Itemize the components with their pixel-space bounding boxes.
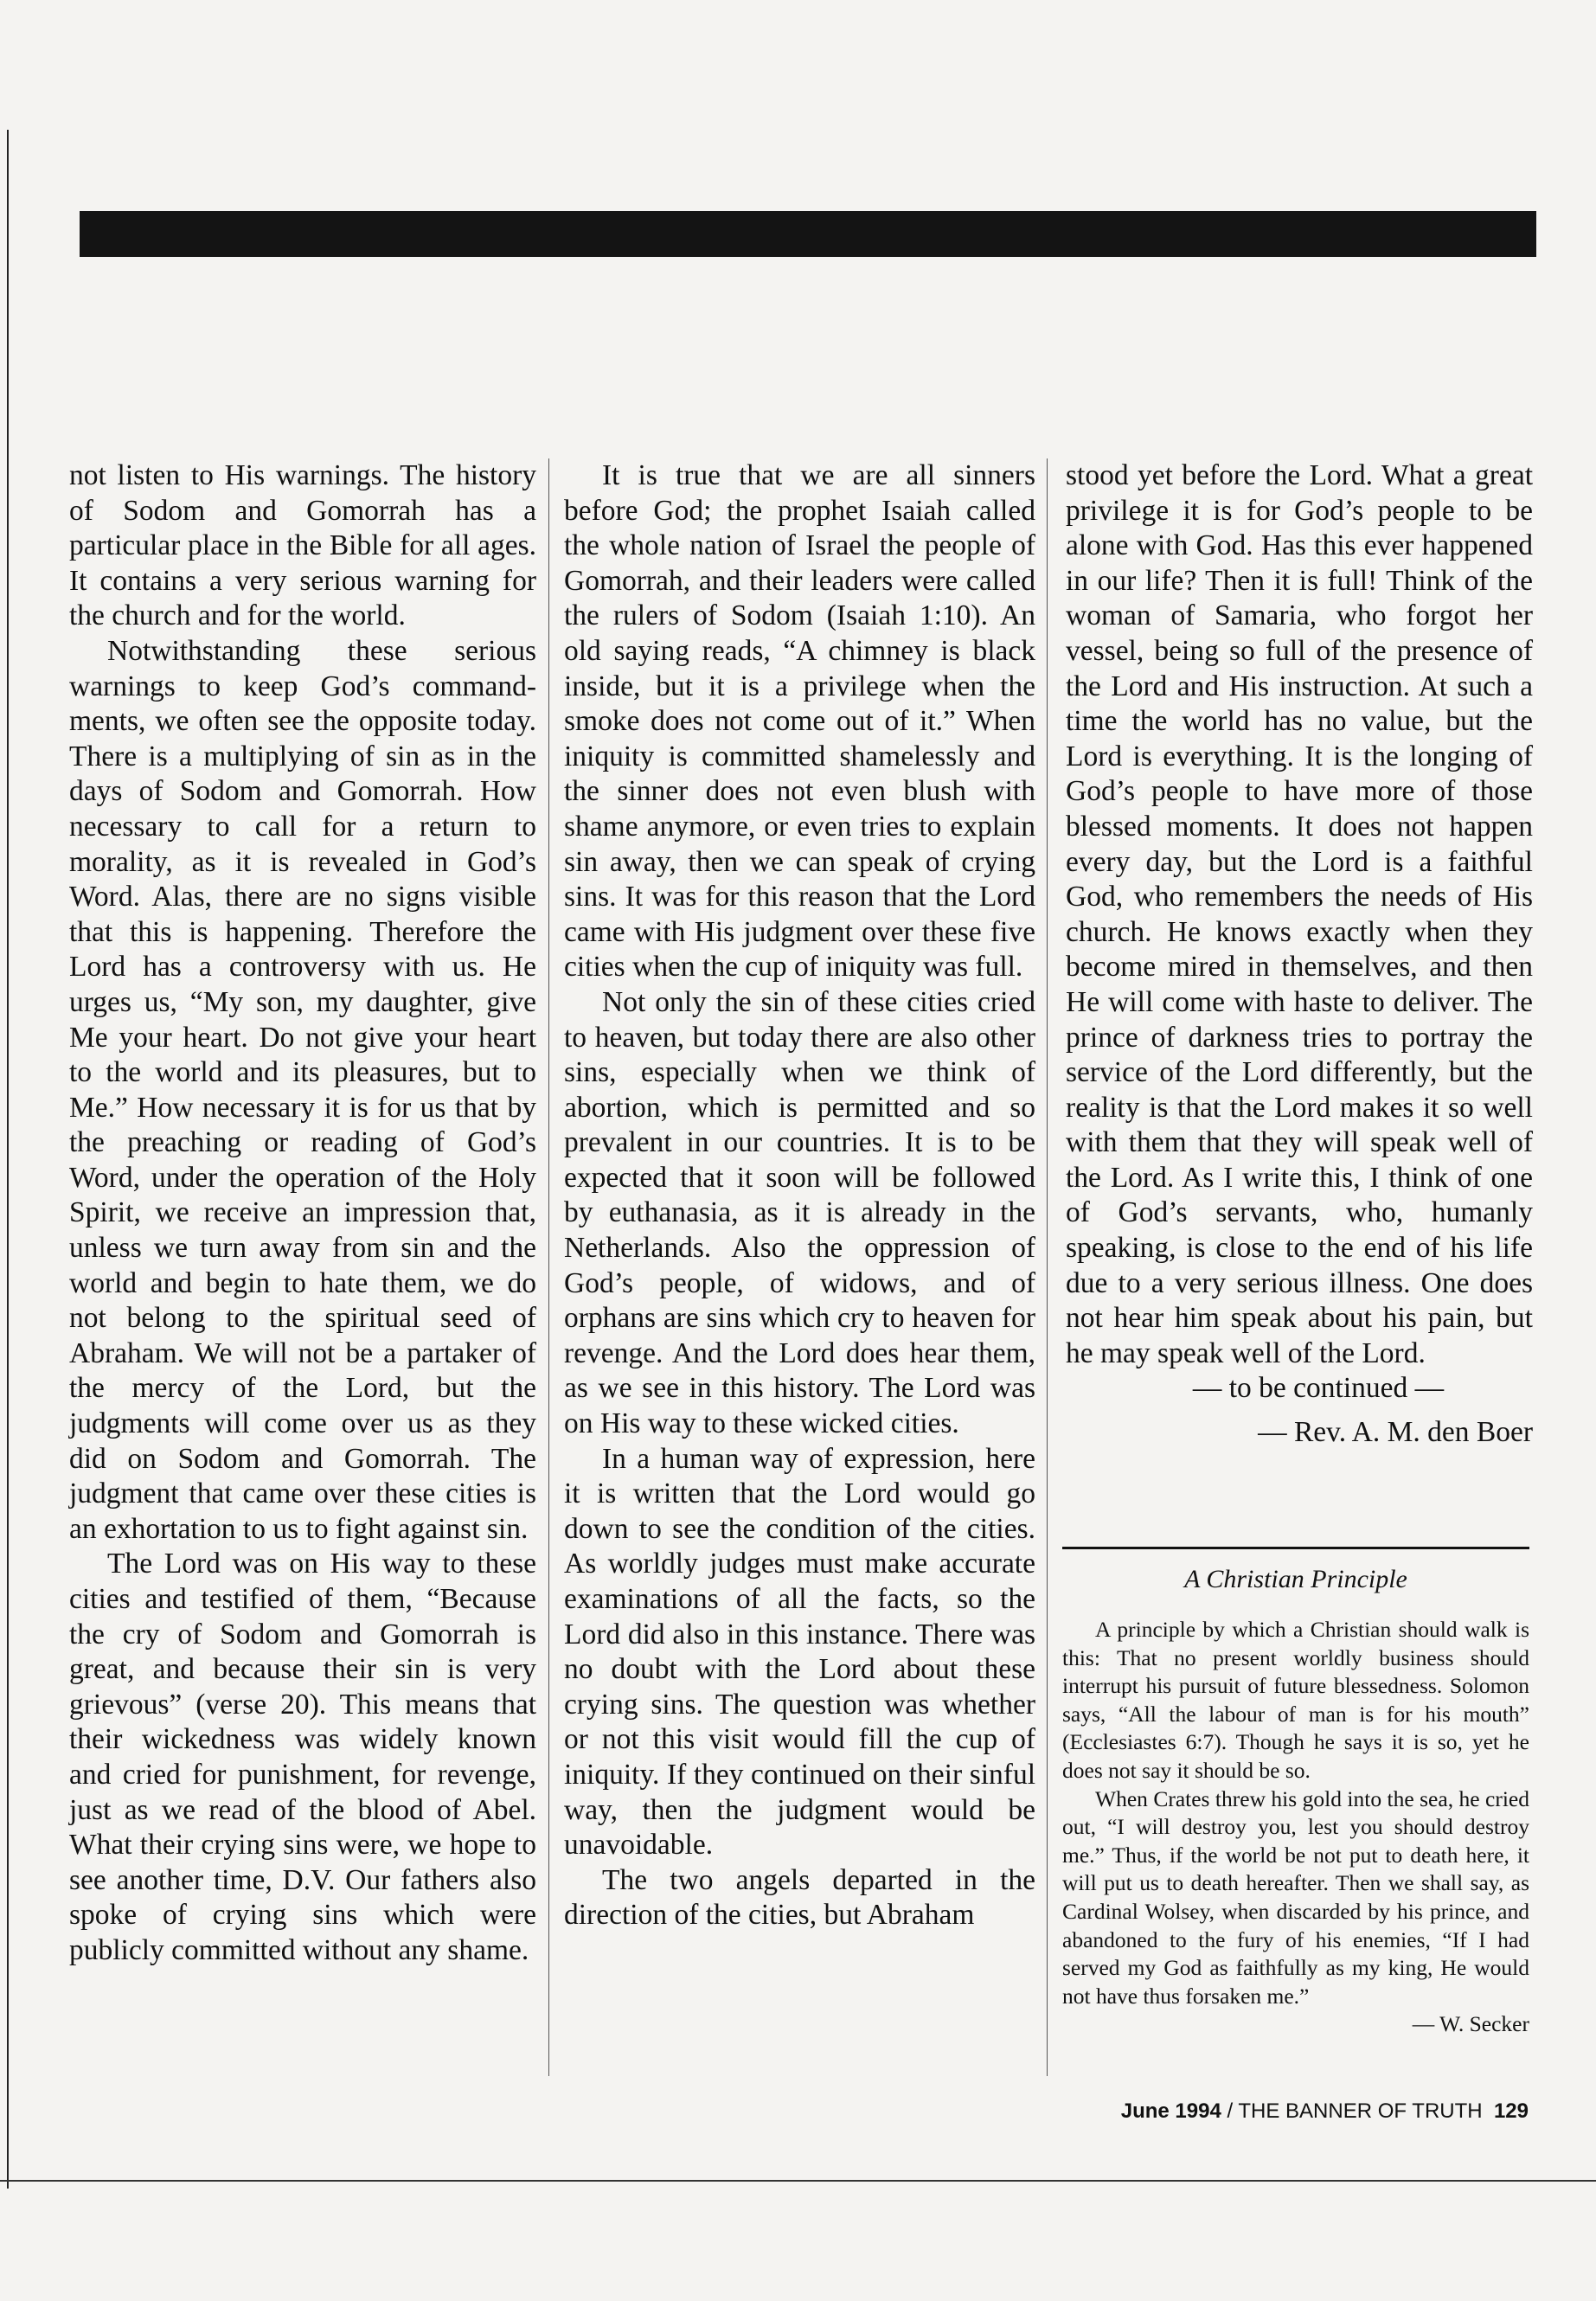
article-column-3 bbox=[1066, 458, 1533, 1451]
sidebar-rule bbox=[1062, 1547, 1529, 1549]
paragraph: The Lord was on His way to these cities and testified of them, “Because the cry of Sodom and Gomorrah is great, and because their sin is very grievous” (verse 20). This means that their wickedness was widely known and cried for punishment, for revenge, just as we read of the blood of Abel. What their crying sins were, we hope to see another time, D.V. Our fathers also spoke of crying sins which were publicly committed without any shame. bbox=[69, 1548, 536, 1966]
page-number: 129 bbox=[1493, 2099, 1529, 2123]
column-divider bbox=[548, 458, 549, 2076]
footer-separator: / bbox=[1221, 2099, 1239, 2123]
sidebar-paragraph: A principle by which a Christian should walk is this: That no present worldly business should interrupt his pursuit of future blessedness. Solomon says, “All the labour of man is for his mouth” (Ecclesiastes 6:7). Though he says it is so, yet he does not say it should be so. bbox=[1062, 1617, 1529, 1783]
paragraph: The two angels departed in the direction of the cities, but Abraham bbox=[564, 1863, 1035, 1932]
paragraph: Not only the sin of these cities cried to heaven, but today there are also other sins, especially when we think of abortion, which is permitted and so prevalent in our countries. It is to be expected that it soon will be followed by euthanasia, as it is already in the Netherlands. Also the oppression of God’s people, of widows, and of orphans are sins which cry to heaven for revenge. And the Lord does hear them, as we see in this history. The Lord was on His way to these wicked cities. bbox=[564, 985, 1035, 1440]
column-divider bbox=[1047, 458, 1048, 2076]
paragraph: stood yet before the Lord. What a great privilege it is for God’s people to be alone with God. Has this ever happened in our life? Then it is full! Think of the woman of Samaria, who forgot her vessel, being so full of the presence of the Lord and His instruction. At such a time the world has no value, but the Lord is everything. It is the longing of God’s people to have more of those blessed moments. It does not happen every day, but the Lord is a faithful God, who remembers the needs of His church. He knows exactly when they become mired in themselves, and then He will come with haste to deliver. The prince of darkness tries to portray the service of the Lord differently, but the reality is that the Lord makes it so well with them that they will speak well of the Lord. As I write this, I think of one of God’s servants, who, humanly speaking, is close to the end of his life due to a very serious illness. One does not hear him speak about his pain, but he may speak well of the Lord. bbox=[1066, 459, 1533, 1369]
footer-publication: THE BANNER OF TRUTH bbox=[1238, 2099, 1483, 2123]
page-edge-bottom bbox=[0, 2180, 1596, 2182]
article-column-1 bbox=[69, 458, 536, 1969]
article-byline: — Rev. A. M. den Boer bbox=[1258, 1416, 1533, 1449]
continued-note: — to be continued — bbox=[1192, 1372, 1445, 1405]
sidebar-body bbox=[1062, 1616, 1529, 2039]
paragraph: Notwithstanding these serious warnings to keep God’s commandments, we often see the opposite today. There is a multiplying of sin as in the days of Sodom and Gomorrah. How necessary to call for a return to morality, as it is revealed in God’s Word. Alas, there are no signs visible that this is happening. Therefore the Lord has a controversy with us. He urges us, “My son, my daughter, give Me your heart. Do not give your heart to the world and its pleasures, but to Me.” How necessary it is for us that by the preaching or reading of God’s Word, under the operation of the Holy Spirit, we receive an impression that, unless we turn away from sin and the world and begin to hate them, we do not belong to the spiritual seed of Abraham. We will not be a partaker of the mercy of the Lord, but the judgments will come over us as they did on Sodom and Gomorrah. The judgment that came over these cities is an exhortation to us to fight against sin. bbox=[69, 634, 536, 1545]
paragraph: not listen to His warnings. The history of Sodom and Gomorrah has a particular place in the Bible for all ages. It contains a very serious warning for the church and for the world. bbox=[69, 459, 536, 632]
header-bar bbox=[80, 211, 1536, 257]
sidebar-title: A Christian Principle bbox=[1184, 1565, 1407, 1593]
paragraph: In a human way of expression, here it is written that the Lord would go down to see the condition of the cities. As worldly judges must make accurate examinations of all the facts, so the Lord did also in this instance. There was no doubt with the Lord about these crying sins. The question was whether or not this visit would fill the cup of iniquity. If they continued on their sinful way, then the judgment would be unavoidable. bbox=[564, 1442, 1035, 1862]
paragraph: It is true that we are all sinners before God; the prophet Isaiah called the whole nation of Israel the people of Gomorrah, and their leaders were called the rulers of Sodom (Isaiah 1:10). An old saying reads, “A chimney is black inside, but it is a privilege when the smoke does not come out of it.” When iniquity is committed shamelessly and the sinner does not even blush with shame anymore, or even tries to explain sin away, then we can speak of crying sins. It was for this reason that the Lord came with His judgment over these five cities when the cup of iniquity was full. bbox=[564, 459, 1035, 984]
page-footer bbox=[1121, 2099, 1529, 2125]
page-edge-left bbox=[7, 130, 9, 2189]
sidebar-paragraph: When Crates threw his gold into the sea, he cried out, “I will destroy you, lest you should destroy me.” Thus, if the world be not put to death here, it will put us to death hereafter. Then we shall say, as Cardinal Wolsey, when discarded by his prince, and abandoned to the fury of his enemies, “If I had served my God as faithfully as my king, He would not have thus forsaken me.” bbox=[1062, 1785, 1529, 2009]
sidebar-author: — W. Secker bbox=[1412, 2011, 1529, 2037]
footer-date: June 1994 bbox=[1120, 2099, 1221, 2123]
article-column-2 bbox=[564, 458, 1035, 1933]
